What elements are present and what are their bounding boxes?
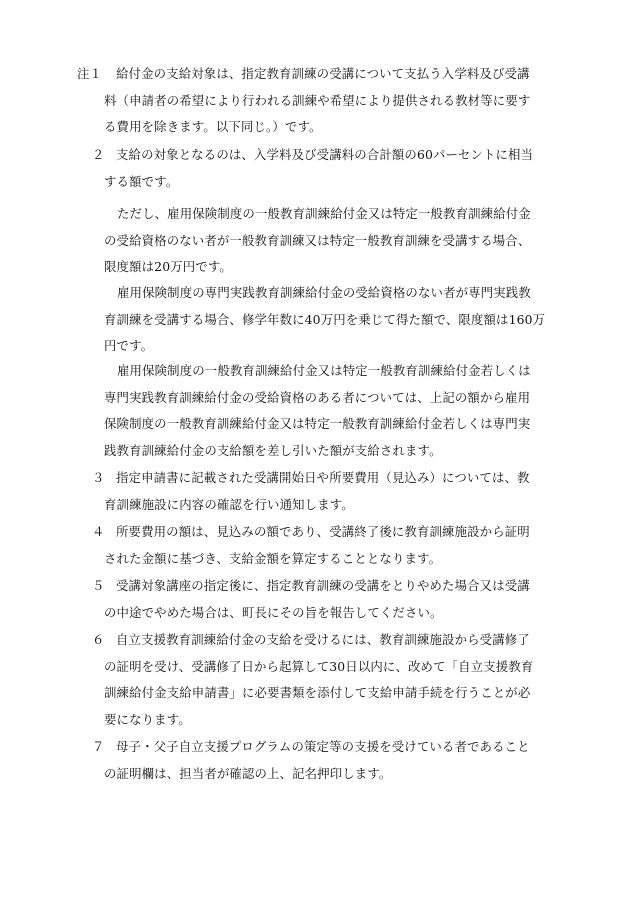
text-line: 践教育訓練給付金の支給額を差し引いた額が支給されます。 [104, 442, 442, 458]
text-line: 限度額は20万円です。 [104, 259, 232, 274]
note-marker: ６ [92, 632, 105, 647]
text-line: ただし、雇用保険制度の一般教育訓練給付金又は特定一般教育訓練給付金 [117, 206, 531, 221]
text-line: 雇用保険制度の一般教育訓練給付金又は特定一般教育訓練給付金若しくは [117, 363, 531, 378]
note-text [116, 519, 530, 546]
note-text [116, 61, 530, 88]
text-line: された金額に基づき、支給金額を算定することとなります。 [104, 550, 442, 566]
text-line: の証明を受け、受講修了日から起算して30日以内に、改めて「自立支援教育 [104, 658, 534, 674]
text-line: の中途でやめた場合は、町長にその旨を報告してください。 [104, 604, 443, 620]
text-line: 育訓練施設に内容の確認を行い通知します。 [104, 496, 354, 512]
text-line: 料（申請者の希望により行われる訓練や希望により提供される教材等に要す [104, 92, 531, 108]
text-line: 育訓練を受講する場合、修学年数に40万円を乗じて得た額で、限度額は160万 [104, 311, 546, 327]
note-text [116, 627, 530, 654]
note-2-subparagraph-3 [104, 358, 531, 464]
note-text [116, 573, 530, 600]
text-line: の受給資格のない者が一般教育訓練又は特定一般教育訓練を受講する場合、 [104, 232, 531, 248]
note-2-subparagraph-2 [104, 280, 545, 360]
text-line: の証明欄は、担当者が確認の上、記名押印します。 [104, 765, 392, 781]
text-line: 自立支援教育訓練給付金の支給を受けるには、教育訓練施設から受講修了 [116, 632, 530, 647]
text-line: る費用を除きます。以下同じ。）です。 [104, 119, 322, 134]
note-marker: ７ [92, 739, 105, 754]
text-line: 給付金の支給対象は、指定教育訓練の受講について支払う入学料及び受講 [116, 66, 530, 81]
text-line: 専門実践教育訓練給付金の受給資格のある者については、上記の額から雇用 [104, 389, 531, 405]
note-text-continued [104, 761, 391, 788]
text-line: 所要費用の額は、見込みの額であり、受講終了後に教育訓練施設から証明 [116, 524, 530, 539]
note-marker: ２ [92, 147, 105, 162]
note-2-subparagraph-1 [104, 201, 531, 281]
text-line: 保険制度の一般教育訓練給付金又は特定一般教育訓練給付金若しくは専門実 [104, 416, 531, 431]
text-line: 円です。 [104, 338, 154, 353]
note-text-continued [104, 546, 441, 573]
note-text-continued [104, 88, 530, 141]
note-text-continued [104, 600, 443, 627]
text-line: 訓練給付金支給申請書」に必要書類を添付して支給申請手続を行うことが必 [104, 685, 531, 700]
note-text-continued [104, 169, 178, 196]
note-text [116, 465, 530, 492]
text-line: 雇用保険制度の専門実践教育訓練給付金の受給資格のない者が専門実践教 [117, 285, 531, 300]
note-text-continued [104, 654, 533, 734]
text-line: 指定申請書に記載された受講開始日や所要費用（見込み）については、教 [116, 470, 530, 485]
text-line: 母子・父子自立支援プログラムの策定等の支援を受けている者であること [116, 739, 530, 754]
note-marker: ５ [92, 578, 105, 593]
text-line: 支給の対象となるのは、入学料及び受講料の合計額の60パーセントに相当 [116, 147, 534, 162]
note-marker: ３ [92, 470, 105, 485]
note-text [116, 734, 530, 761]
note-text [116, 142, 533, 169]
text-line: 要になります。 [104, 711, 191, 727]
note-marker: ４ [92, 524, 105, 539]
text-line: 受講対象講座の指定後に、指定教育訓練の受講をとりやめた場合又は受講 [116, 578, 530, 593]
text-line: する額です。 [104, 173, 179, 189]
note-marker: 注１ [77, 66, 103, 81]
note-text-continued [104, 492, 354, 519]
